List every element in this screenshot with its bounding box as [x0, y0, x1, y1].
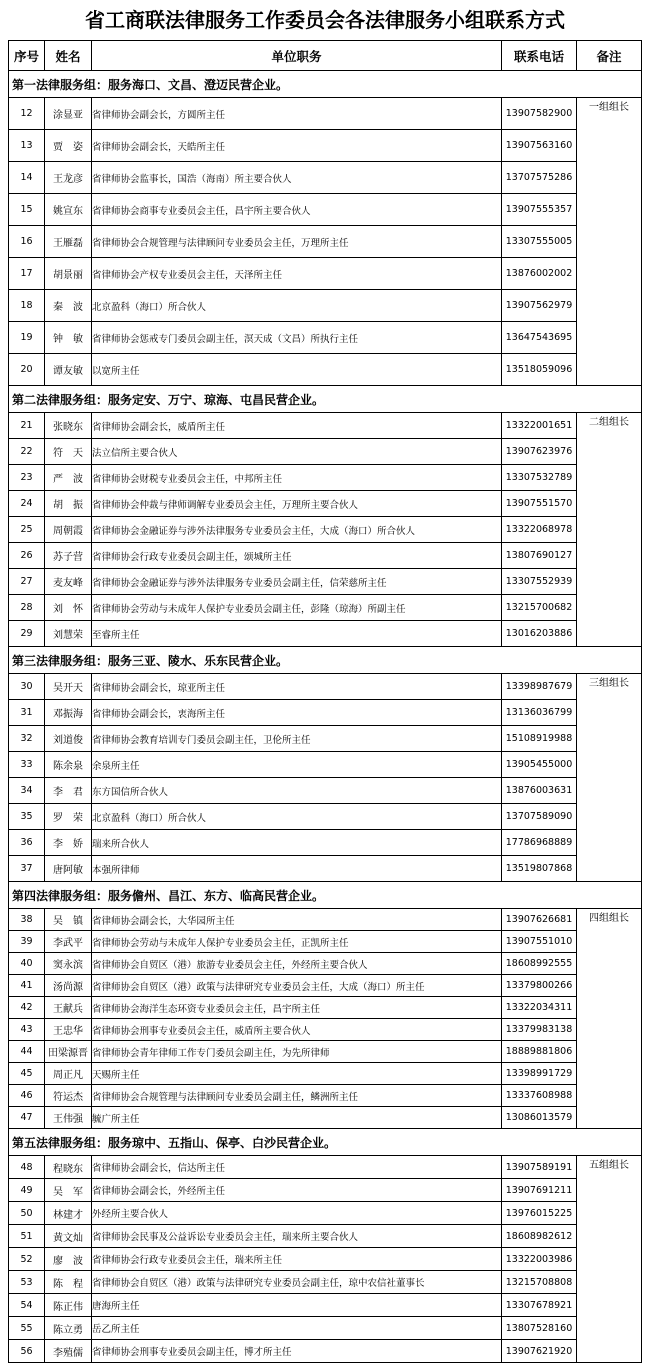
position-cell: 省律师协会海洋生态环资专业委员会主任，昌宇所主任	[92, 997, 502, 1019]
table-row	[9, 354, 642, 386]
phone-cell: 13907691211	[502, 1179, 577, 1202]
name-cell: 苏子营	[45, 543, 92, 569]
note-cell: 一组组长	[577, 98, 642, 386]
position-cell: 瑞来所合伙人	[92, 830, 502, 856]
header-index: 序号	[9, 41, 45, 71]
position-cell: 省律师协会合规管理与法律顾问专业委员会副主任，鳞洲所主任	[92, 1085, 502, 1107]
table-row	[9, 517, 642, 543]
phone-cell: 13707575286	[502, 162, 577, 194]
name-cell: 张晓东	[45, 413, 92, 439]
position-cell: 省律师协会自贸区（港）政策与法律研究专业委员会副主任，琼中农信社董事长	[92, 1271, 502, 1294]
table-row	[9, 439, 642, 465]
phone-cell: 13337608988	[502, 1085, 577, 1107]
table-row	[9, 290, 642, 322]
position-cell: 省律师协会教育培训专门委员会副主任，卫伦所主任	[92, 726, 502, 752]
index-cell: 56	[9, 1340, 45, 1363]
index-cell: 23	[9, 465, 45, 491]
index-cell: 55	[9, 1317, 45, 1340]
index-cell: 13	[9, 130, 45, 162]
name-cell: 窦永滨	[45, 953, 92, 975]
phone-cell: 13807528160	[502, 1317, 577, 1340]
phone-cell: 13086013579	[502, 1107, 577, 1129]
position-cell: 省律师协会仲裁与律师调解专业委员会主任，万理所主要合伙人	[92, 491, 502, 517]
index-cell: 12	[9, 98, 45, 130]
phone-cell: 13905455000	[502, 752, 577, 778]
position-cell: 省律师协会副会长，大华园所主任	[92, 909, 502, 931]
table-row	[9, 1019, 642, 1041]
position-cell: 至睿所主任	[92, 621, 502, 647]
name-cell: 谭友敏	[45, 354, 92, 386]
table-row	[9, 1156, 642, 1179]
group-header-row	[9, 647, 642, 674]
position-cell: 省律师协会副会长，方圆所主任	[92, 98, 502, 130]
index-cell: 33	[9, 752, 45, 778]
phone-cell: 13907589191	[502, 1156, 577, 1179]
phone-cell: 13907582900	[502, 98, 577, 130]
table-row	[9, 322, 642, 354]
position-cell: 省律师协会青年律师工作专门委员会副主任，为先所律师	[92, 1041, 502, 1063]
table-row	[9, 856, 642, 882]
header-name: 姓名	[45, 41, 92, 71]
index-cell: 52	[9, 1248, 45, 1271]
index-cell: 47	[9, 1107, 45, 1129]
phone-cell: 17786968889	[502, 830, 577, 856]
table-row	[9, 1041, 642, 1063]
position-cell: 北京盈科（海口）所合伙人	[92, 290, 502, 322]
index-cell: 39	[9, 931, 45, 953]
index-cell: 45	[9, 1063, 45, 1085]
name-cell: 钟 敏	[45, 322, 92, 354]
position-cell: 省律师协会监事长，国浩（海南）所主要合伙人	[92, 162, 502, 194]
table-row	[9, 931, 642, 953]
table-row	[9, 1317, 642, 1340]
position-cell: 省律师协会刑事专业委员会副主任，博才所主任	[92, 1340, 502, 1363]
phone-cell: 13307532789	[502, 465, 577, 491]
index-cell: 26	[9, 543, 45, 569]
table-row	[9, 1340, 642, 1363]
table-row	[9, 130, 642, 162]
name-cell: 林建才	[45, 1202, 92, 1225]
phone-cell: 13647543695	[502, 322, 577, 354]
table-body	[9, 71, 642, 1363]
table-row	[9, 830, 642, 856]
phone-cell: 13398987679	[502, 674, 577, 700]
position-cell: 北京盈科（海口）所合伙人	[92, 804, 502, 830]
index-cell: 36	[9, 830, 45, 856]
position-cell: 毓广所主任	[92, 1107, 502, 1129]
name-cell: 姚宣东	[45, 194, 92, 226]
phone-cell: 13907551570	[502, 491, 577, 517]
group-title: 第四法律服务组：服务儋州、昌江、东方、临高民营企业。	[9, 882, 642, 909]
name-cell: 刘慧荣	[45, 621, 92, 647]
index-cell: 30	[9, 674, 45, 700]
index-cell: 44	[9, 1041, 45, 1063]
name-cell: 汤尚源	[45, 975, 92, 997]
phone-cell: 13016203886	[502, 621, 577, 647]
contact-table	[8, 40, 642, 1363]
index-cell: 37	[9, 856, 45, 882]
phone-cell: 13379983138	[502, 1019, 577, 1041]
index-cell: 31	[9, 700, 45, 726]
name-cell: 刘 怀	[45, 595, 92, 621]
table-row	[9, 700, 642, 726]
index-cell: 54	[9, 1294, 45, 1317]
name-cell: 陈 程	[45, 1271, 92, 1294]
position-cell: 省律师协会副会长，信达所主任	[92, 1156, 502, 1179]
index-cell: 19	[9, 322, 45, 354]
index-cell: 48	[9, 1156, 45, 1179]
table-row	[9, 752, 642, 778]
table-row	[9, 226, 642, 258]
name-cell: 程晓东	[45, 1156, 92, 1179]
name-cell: 邓振海	[45, 700, 92, 726]
name-cell: 吴开天	[45, 674, 92, 700]
table-row	[9, 162, 642, 194]
name-cell: 唐阿敏	[45, 856, 92, 882]
name-cell: 吴 镇	[45, 909, 92, 931]
index-cell: 41	[9, 975, 45, 997]
index-cell: 38	[9, 909, 45, 931]
position-cell: 省律师协会民事及公益诉讼专业委员会主任，瑞来所主要合伙人	[92, 1225, 502, 1248]
position-cell: 省律师协会副会长，威盾所主任	[92, 413, 502, 439]
table-row	[9, 726, 642, 752]
index-cell: 34	[9, 778, 45, 804]
position-cell: 省律师协会副会长，琼亚所主任	[92, 674, 502, 700]
position-cell: 省律师协会副会长，外经所主任	[92, 1179, 502, 1202]
phone-cell: 13398991729	[502, 1063, 577, 1085]
table-row	[9, 997, 642, 1019]
phone-cell: 13807690127	[502, 543, 577, 569]
phone-cell: 18608982612	[502, 1225, 577, 1248]
table-row	[9, 674, 642, 700]
table-row	[9, 413, 642, 439]
table-row	[9, 621, 642, 647]
index-cell: 15	[9, 194, 45, 226]
position-cell: 省律师协会劳动与未成年人保护专业委员会主任，正凯所主任	[92, 931, 502, 953]
group-header-row	[9, 882, 642, 909]
index-cell: 24	[9, 491, 45, 517]
group-header-row	[9, 1129, 642, 1156]
position-cell: 省律师协会刑事专业委员会主任，威盾所主要合伙人	[92, 1019, 502, 1041]
phone-cell: 13307552939	[502, 569, 577, 595]
note-cell: 五组组长	[577, 1156, 642, 1363]
phone-cell: 13907563160	[502, 130, 577, 162]
table-row	[9, 1085, 642, 1107]
name-cell: 陈余泉	[45, 752, 92, 778]
index-cell: 14	[9, 162, 45, 194]
name-cell: 黄文灿	[45, 1225, 92, 1248]
table-row	[9, 258, 642, 290]
phone-cell: 13519807868	[502, 856, 577, 882]
phone-cell: 13322068978	[502, 517, 577, 543]
phone-cell: 13907555357	[502, 194, 577, 226]
index-cell: 53	[9, 1271, 45, 1294]
phone-cell: 13307678921	[502, 1294, 577, 1317]
table-row	[9, 953, 642, 975]
phone-cell: 13322003986	[502, 1248, 577, 1271]
phone-cell: 13876003631	[502, 778, 577, 804]
position-cell: 省律师协会惩戒专门委员会副主任，溟天成（文昌）所执行主任	[92, 322, 502, 354]
phone-cell: 13976015225	[502, 1202, 577, 1225]
index-cell: 17	[9, 258, 45, 290]
table-row	[9, 778, 642, 804]
name-cell: 符运杰	[45, 1085, 92, 1107]
index-cell: 27	[9, 569, 45, 595]
position-cell: 省律师协会行政专业委员会副主任，颂城所主任	[92, 543, 502, 569]
index-cell: 20	[9, 354, 45, 386]
position-cell: 外经所主要合伙人	[92, 1202, 502, 1225]
table-row	[9, 909, 642, 931]
name-cell: 田梁源晋	[45, 1041, 92, 1063]
table-row	[9, 1107, 642, 1129]
table-header	[9, 41, 642, 71]
name-cell: 周朝霞	[45, 517, 92, 543]
name-cell: 严 波	[45, 465, 92, 491]
table-row	[9, 1063, 642, 1085]
table-row	[9, 1294, 642, 1317]
note-cell: 二组组长	[577, 413, 642, 647]
index-cell: 22	[9, 439, 45, 465]
position-cell: 法立信所主要合伙人	[92, 439, 502, 465]
phone-cell: 13215708808	[502, 1271, 577, 1294]
name-cell: 王忠华	[45, 1019, 92, 1041]
phone-cell: 13907551010	[502, 931, 577, 953]
name-cell: 涂显亚	[45, 98, 92, 130]
phone-cell: 13379800266	[502, 975, 577, 997]
name-cell: 王雁磊	[45, 226, 92, 258]
phone-cell: 13907623976	[502, 439, 577, 465]
header-position: 单位职务	[92, 41, 502, 71]
page-title: 省工商联法律服务工作委员会各法律服务小组联系方式	[85, 8, 565, 32]
name-cell: 李 娇	[45, 830, 92, 856]
position-cell: 余泉所主任	[92, 752, 502, 778]
name-cell: 陈立勇	[45, 1317, 92, 1340]
name-cell: 李 君	[45, 778, 92, 804]
position-cell: 省律师协会自贸区（港）旅游专业委员会主任，外经所主要合伙人	[92, 953, 502, 975]
position-cell: 省律师协会产权专业委员会主任，天泽所主任	[92, 258, 502, 290]
position-cell: 省律师协会金融证券与涉外法律服务专业委员会副主任，信荣慈所主任	[92, 569, 502, 595]
name-cell: 胡景丽	[45, 258, 92, 290]
position-cell: 省律师协会自贸区（港）政策与法律研究专业委员会主任，大成（海口）所主任	[92, 975, 502, 997]
name-cell: 廖 波	[45, 1248, 92, 1271]
name-cell: 符 天	[45, 439, 92, 465]
position-cell: 省律师协会行政专业委员会主任，瑞来所主任	[92, 1248, 502, 1271]
position-cell: 省律师协会金融证券与涉外法律服务专业委员会主任，大成（海口）所合伙人	[92, 517, 502, 543]
phone-cell: 13322034311	[502, 997, 577, 1019]
name-cell: 贾 姿	[45, 130, 92, 162]
name-cell: 王伟强	[45, 1107, 92, 1129]
phone-cell: 18608992555	[502, 953, 577, 975]
table-row	[9, 543, 642, 569]
name-cell: 吴 军	[45, 1179, 92, 1202]
phone-cell: 13518059096	[502, 354, 577, 386]
phone-cell: 13322001651	[502, 413, 577, 439]
phone-cell: 13136036799	[502, 700, 577, 726]
header-note: 备注	[577, 41, 642, 71]
phone-cell: 13215700682	[502, 595, 577, 621]
position-cell: 省律师协会劳动与未成年人保护专业委员会副主任，彭隆（琼海）所副主任	[92, 595, 502, 621]
position-cell: 省律师协会副会长，天皓所主任	[92, 130, 502, 162]
table-row	[9, 595, 642, 621]
index-cell: 32	[9, 726, 45, 752]
group-header-row	[9, 71, 642, 98]
table-row	[9, 1202, 642, 1225]
position-cell: 省律师协会财税专业委员会主任，中邦所主任	[92, 465, 502, 491]
name-cell: 秦 波	[45, 290, 92, 322]
name-cell: 李殖儒	[45, 1340, 92, 1363]
index-cell: 49	[9, 1179, 45, 1202]
position-cell: 省律师协会副会长，衷海所主任	[92, 700, 502, 726]
index-cell: 28	[9, 595, 45, 621]
table-row	[9, 1225, 642, 1248]
header-phone: 联系电话	[502, 41, 577, 71]
position-cell: 东方国信所合伙人	[92, 778, 502, 804]
index-cell: 25	[9, 517, 45, 543]
table-row	[9, 975, 642, 997]
phone-cell: 13907626681	[502, 909, 577, 931]
index-cell: 42	[9, 997, 45, 1019]
index-cell: 16	[9, 226, 45, 258]
phone-cell: 18889881806	[502, 1041, 577, 1063]
group-title: 第三法律服务组：服务三亚、陵水、乐东民营企业。	[9, 647, 642, 674]
table-row	[9, 1248, 642, 1271]
position-cell: 省律师协会合规管理与法律顾问专业委员会主任，万理所主任	[92, 226, 502, 258]
index-cell: 50	[9, 1202, 45, 1225]
position-cell: 唐海所主任	[92, 1294, 502, 1317]
index-cell: 21	[9, 413, 45, 439]
index-cell: 43	[9, 1019, 45, 1041]
table-row	[9, 491, 642, 517]
phone-cell: 13307555005	[502, 226, 577, 258]
table-row	[9, 569, 642, 595]
group-title: 第五法律服务组：服务琼中、五指山、保亭、白沙民营企业。	[9, 1129, 642, 1156]
phone-cell: 13707589090	[502, 804, 577, 830]
index-cell: 29	[9, 621, 45, 647]
note-cell: 三组组长	[577, 674, 642, 882]
position-cell: 本强所律师	[92, 856, 502, 882]
position-cell: 以宽所主任	[92, 354, 502, 386]
phone-cell: 13907621920	[502, 1340, 577, 1363]
table-row	[9, 465, 642, 491]
table-row	[9, 1179, 642, 1202]
index-cell: 51	[9, 1225, 45, 1248]
note-cell: 四组组长	[577, 909, 642, 1129]
index-cell: 46	[9, 1085, 45, 1107]
name-cell: 周正凡	[45, 1063, 92, 1085]
name-cell: 胡 振	[45, 491, 92, 517]
index-cell: 35	[9, 804, 45, 830]
name-cell: 王献兵	[45, 997, 92, 1019]
group-header-row	[9, 386, 642, 413]
name-cell: 陈正伟	[45, 1294, 92, 1317]
index-cell: 18	[9, 290, 45, 322]
table-row	[9, 98, 642, 130]
phone-cell: 13907562979	[502, 290, 577, 322]
table-row	[9, 1271, 642, 1294]
name-cell: 罗 荣	[45, 804, 92, 830]
group-title: 第一法律服务组：服务海口、文昌、澄迈民营企业。	[9, 71, 642, 98]
name-cell: 王龙彦	[45, 162, 92, 194]
name-cell: 李武平	[45, 931, 92, 953]
position-cell: 天赐所主任	[92, 1063, 502, 1085]
phone-cell: 13876002002	[502, 258, 577, 290]
phone-cell: 15108919988	[502, 726, 577, 752]
name-cell: 麦友峰	[45, 569, 92, 595]
group-title: 第二法律服务组：服务定安、万宁、琼海、屯昌民营企业。	[9, 386, 642, 413]
position-cell: 岳乙所主任	[92, 1317, 502, 1340]
table-row	[9, 804, 642, 830]
index-cell: 40	[9, 953, 45, 975]
table-row	[9, 194, 642, 226]
name-cell: 刘道俊	[45, 726, 92, 752]
position-cell: 省律师协会商事专业委员会主任，昌宇所主要合伙人	[92, 194, 502, 226]
